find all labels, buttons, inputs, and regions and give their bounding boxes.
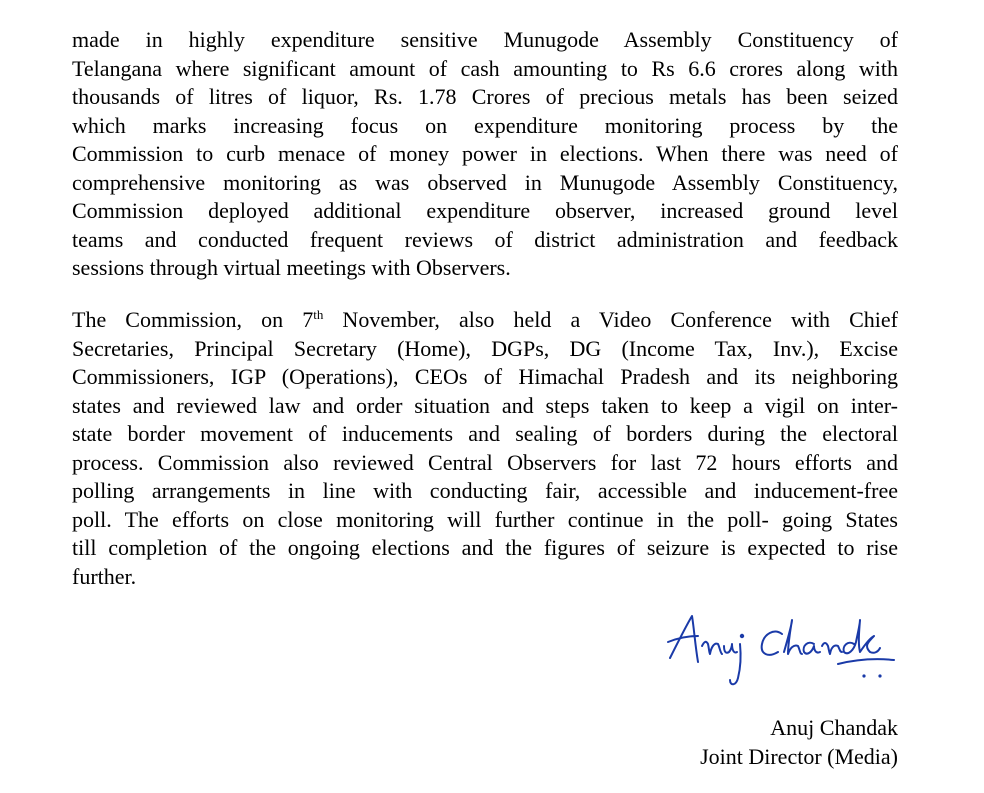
paragraph-2-suffix: November, also held a Video Conference with Chief	[323, 307, 899, 332]
paragraph-1-line: sessions through virtual meetings with Observers.	[72, 255, 511, 280]
ordinal-superscript: th	[313, 307, 324, 322]
paragraph-2-line: polling arrangements in line with conducting fair, accessible and inducement-free	[72, 478, 898, 503]
paragraph-1-line: teams and conducted frequent reviews of district administration and feedback	[72, 226, 898, 252]
paragraph-2-line: state border movement of inducements and sealing of borders during the electoral	[72, 421, 898, 446]
paragraph-2-line: Secretaries, Principal Secretary (Home), DGPs, DG (Income Tax, Inv.), Excise	[72, 335, 898, 361]
paragraph-2-line: poll. The efforts on close monitoring will further continue in the poll- going States	[72, 506, 898, 532]
signature-block	[700, 714, 898, 771]
paragraph-2-line: Commissioners, IGP (Operations), CEOs of Himachal Pradesh and its neighboring	[72, 364, 898, 389]
paragraph-1-line: Commission deployed additional expenditure observer, increased ground level	[72, 198, 898, 223]
paragraph-1-line: comprehensive monitoring as was observed in Munugode Assembly Constituency,	[72, 169, 898, 195]
paragraph-2	[72, 306, 898, 591]
handwritten-signature	[664, 608, 900, 692]
paragraph-1-line: Commission to curb menace of money power in elections. When there was need of	[72, 141, 898, 166]
paragraph-2-first-line	[72, 306, 898, 335]
paragraph-1-line: made in highly expenditure sensitive Munugode Assembly Constituency of	[72, 27, 898, 52]
paragraph-2-line: further.	[72, 563, 137, 589]
signatory-name: Anuj Chandak	[770, 715, 898, 740]
paragraph-1-line: Telangana where significant amount of cash amounting to Rs 6.6 crores along with	[72, 55, 898, 81]
paragraph-1-line: thousands of litres of liquor, Rs. 1.78 Crores of precious metals has been seized	[72, 84, 898, 109]
paragraph-1-line: which marks increasing focus on expenditure monitoring process by the	[72, 112, 898, 138]
paragraph-1	[72, 26, 898, 283]
paragraph-2-line: process. Commission also reviewed Central Observers for last 72 hours efforts and	[72, 449, 898, 475]
paragraph-2-line: states and reviewed law and order situation and steps taken to keep a vigil on inter-	[72, 392, 898, 418]
paragraph-2-line: till completion of the ongoing elections and the figures of seizure is expected to rise	[72, 535, 898, 560]
paragraph-2-prefix: The Commission, on 7	[72, 307, 314, 332]
signatory-designation: Joint Director (Media)	[700, 743, 898, 769]
